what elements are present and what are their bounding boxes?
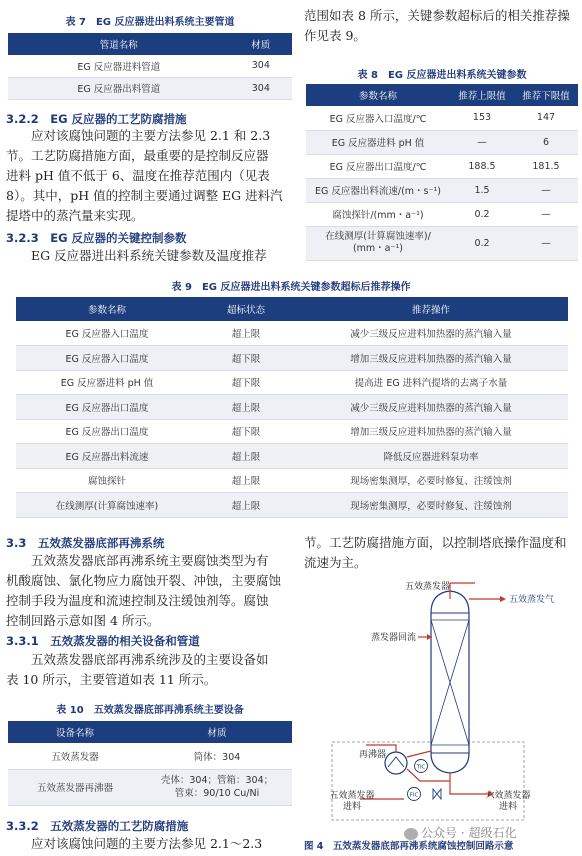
table8-cell: 1.5 <box>450 178 514 202</box>
table9-cell: 超上限 <box>198 493 294 518</box>
table7-cell: EG 反应器进料管道 <box>8 55 230 77</box>
control-valve-icon <box>433 789 441 799</box>
table10-cell: 五效蒸发器再沸器 <box>8 769 142 805</box>
section-3-3-1-heading: 3.3.1 五效蒸发器的相关设备和管道 <box>6 634 200 648</box>
text-line: 节。工艺防腐措施方面，以控制塔底操作温度和 <box>304 535 567 550</box>
text-line: 作见表 9。 <box>304 28 366 43</box>
vapor-label: 五效蒸发气 <box>509 595 555 605</box>
table9-cell: EG 反应器入口温度 <box>16 321 198 346</box>
table10 <box>8 721 292 806</box>
text-line: 流速为主。 <box>304 555 367 570</box>
text-line: 节。工艺防腐措施方面，最重要的是控制反应器 <box>6 148 269 163</box>
table9-cell: 现场密集测厚，必要时修复、注缓蚀剂 <box>294 493 568 518</box>
table8-cell: — <box>450 130 514 154</box>
table8-cell: EG 反应器出料流速/(m・s⁻¹) <box>306 178 450 202</box>
table10-cell: 五效蒸发器 <box>8 743 142 769</box>
text-line: 机酸腐蚀、氯化物应力腐蚀开裂、冲蚀，主要腐蚀 <box>6 573 282 588</box>
table9-caption: 表 9 EG 反应器进出料系统关键参数超标后推荐操作 <box>171 282 411 293</box>
table7-caption: 表 7 EG 反应器进出料系统主要管道 <box>65 17 235 28</box>
reboiler-symbol <box>385 752 407 774</box>
text-line: 表 10 所示，主要管道如表 11 所示。 <box>6 672 217 687</box>
table9-cell: 提高进 EG 进料汽提塔的去离子水量 <box>294 370 568 395</box>
text-line: 进料 pH 值不低于 6、温度在推荐范围内（见表 <box>6 168 270 183</box>
fic-label: FIC <box>409 792 419 799</box>
table9-cell: EG 反应器入口温度 <box>16 346 198 371</box>
table8 <box>306 84 578 261</box>
right-top-text <box>304 6 580 46</box>
table8-cell: 在线测厚(计算腐蚀速率)/ (mm・a⁻¹) <box>306 226 450 260</box>
section-3-2-2-heading: 3.2.2 EG 反应器的工艺防腐措施 <box>6 112 187 126</box>
table9 <box>16 297 568 518</box>
section-3-3-heading: 3.3 五效蒸发器底部再沸系统 <box>6 536 165 550</box>
feed-label: 五效蒸发器 进料 <box>329 791 375 812</box>
table8-header: 参数名称 <box>306 84 450 106</box>
figure4-caption: 图 4 五效蒸发器底部再沸系统腐蚀控制回路示意 <box>304 841 514 852</box>
evaporator-label: 五效蒸发器 <box>404 582 450 592</box>
table9-cell: 增加三级反应进料加热器的蒸汽输入量 <box>294 346 568 371</box>
table9-cell: 降低反应器进料泵功率 <box>294 444 568 469</box>
table9-cell: 超上限 <box>198 468 294 493</box>
table9-cell: 腐蚀探针 <box>16 468 198 493</box>
text-line: 应对该腐蚀问题的主要方法参见 2.1 和 2.3 <box>6 128 271 143</box>
table10-cell: 壳体：304；管箱：304； 管束：90/10 Cu/Ni <box>142 769 292 805</box>
table8-header: 推荐上限值 <box>450 84 514 106</box>
text-line: 8）。其中，pH 值的控制主要通过调整 EG 进料汽 <box>6 188 283 203</box>
table9-cell: 增加三级反应进料加热器的蒸汽输入量 <box>294 419 568 444</box>
table8-cell: 0.2 <box>450 202 514 226</box>
table9-header: 超标状态 <box>198 297 294 321</box>
table9-cell: 超下限 <box>198 346 294 371</box>
text-line: 范围如表 8 所示，关键参数超标后的相关推荐操 <box>304 8 570 23</box>
text-line: 五效蒸发器底部再沸系统涉及的主要设备如 <box>6 652 269 667</box>
table10-header: 材质 <box>142 721 292 743</box>
table8-header: 推荐下限值 <box>514 84 578 106</box>
six-effect-feed-label: 六效蒸发器 进料 <box>485 791 531 812</box>
table7-header-name: 管道名称 <box>8 33 230 55</box>
table10-cell: 筒体：304 <box>142 743 292 769</box>
table9-cell: 超下限 <box>198 419 294 444</box>
text-line: 提塔中的蒸汽量来实现。 <box>6 208 144 223</box>
table8-cell: 188.5 <box>450 154 514 178</box>
table9-cell: 超上限 <box>198 395 294 420</box>
table8-cell: EG 反应器入口温度/℃ <box>306 106 450 130</box>
table9-cell: EG 反应器出料流速 <box>16 444 198 469</box>
text-line: 五效蒸发器底部再沸系统主要腐蚀类型为有 <box>6 553 269 568</box>
section-3-3-1-body <box>6 650 296 690</box>
table8-cell: 181.5 <box>514 154 578 178</box>
table8-cell: EG 反应器进料 pH 值 <box>306 130 450 154</box>
table9-cell: 超下限 <box>198 370 294 395</box>
table7-cell: 304 <box>230 77 292 99</box>
section-3-2-3-heading: 3.2.3 EG 反应器的关键控制参数 <box>6 231 187 245</box>
table8-cell: — <box>514 202 578 226</box>
table9-header: 推荐操作 <box>294 297 568 321</box>
table8-cell: — <box>514 226 578 260</box>
table8-cell: 腐蚀探针/(mm・a⁻¹) <box>306 202 450 226</box>
section-3-3-2-body <box>6 834 296 854</box>
text-line: 控制回路示意如图 4 所示。 <box>6 613 160 628</box>
table8-cell: 0.2 <box>450 226 514 260</box>
table7 <box>8 33 292 100</box>
table9-cell: 减少三级反应进料加热器的蒸汽输入量 <box>294 395 568 420</box>
table8-cell: EG 反应器出口温度/℃ <box>306 154 450 178</box>
table8-cell: 147 <box>514 106 578 130</box>
watermark-text: 公众号 · 超级石化 <box>421 826 517 840</box>
reboiler-label: 再沸器 <box>358 750 386 760</box>
section-3-3-body <box>6 551 296 631</box>
tic-label: TIC <box>416 764 426 771</box>
section-3-2-3-body <box>6 246 296 266</box>
table9-cell: 在线测厚(计算腐蚀速率) <box>16 493 198 518</box>
table9-cell: 现场密集测厚，必要时修复、注缓蚀剂 <box>294 468 568 493</box>
table8-caption: 表 8 EG 反应器进出料系统关键参数 <box>357 70 527 81</box>
reflux-label: 蒸发器回流 <box>370 633 416 643</box>
table7-cell: EG 反应器出料管道 <box>8 77 230 99</box>
table9-cell: EG 反应器进料 pH 值 <box>16 370 198 395</box>
text-line: 应对该腐蚀问题的主要方法参见 2.1～2.3 <box>6 836 263 851</box>
table9-cell: 减少三级反应进料加热器的蒸汽输入量 <box>294 321 568 346</box>
watermark <box>404 824 516 841</box>
right-mid-text <box>304 533 580 573</box>
table9-cell: EG 反应器出口温度 <box>16 419 198 444</box>
reboiler-return-pipe <box>407 751 431 757</box>
table8-cell: — <box>514 178 578 202</box>
section-3-2-2-body <box>6 126 296 226</box>
table7-cell: 304 <box>230 55 292 77</box>
wechat-icon <box>404 828 418 840</box>
text-line: EG 反应器进出料系统关键参数及温度推荐 <box>6 248 267 263</box>
text-line: 控制手段为温度和流速控制及注缓蚀剂等。腐蚀 <box>6 593 269 608</box>
table7-header-material: 材质 <box>230 33 292 55</box>
table9-header: 参数名称 <box>16 297 198 321</box>
table9-cell: EG 反应器出口温度 <box>16 395 198 420</box>
table10-caption: 表 10 五效蒸发器底部再沸系统主要设备 <box>56 705 244 716</box>
table9-cell: 超上限 <box>198 321 294 346</box>
section-3-3-2-heading: 3.3.2 五效蒸发器的工艺防腐措施 <box>6 819 189 833</box>
table10-header: 设备名称 <box>8 721 142 743</box>
table8-cell: 153 <box>450 106 514 130</box>
vapor-arrow-icon <box>500 596 506 602</box>
table9-cell: 超上限 <box>198 444 294 469</box>
table8-cell: 6 <box>514 130 578 154</box>
